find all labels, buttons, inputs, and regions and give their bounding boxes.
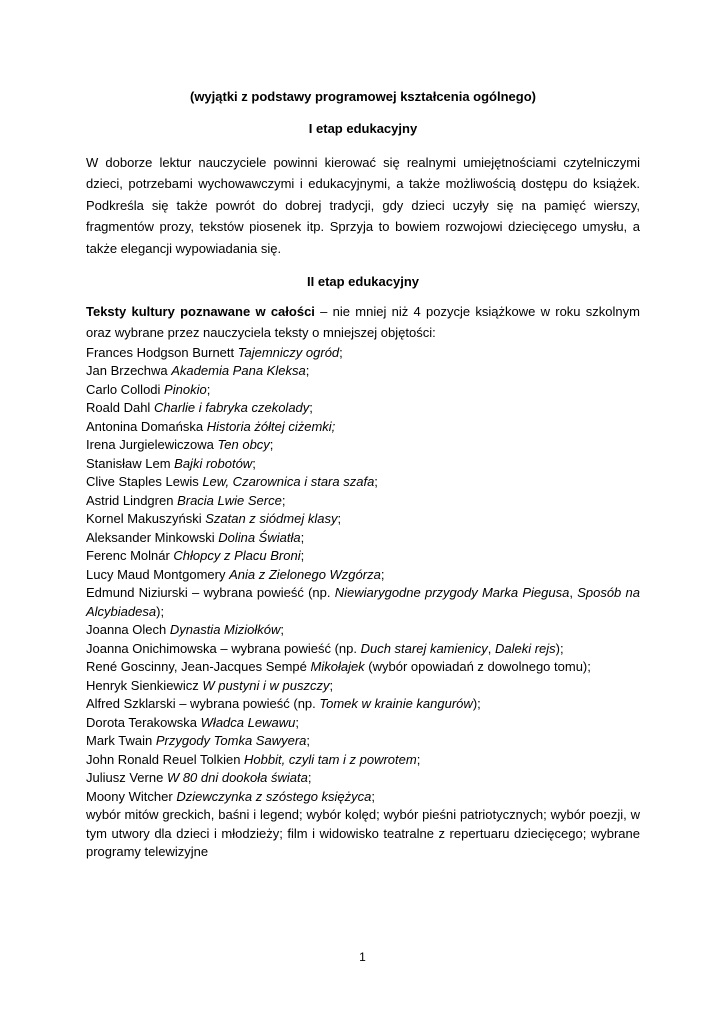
entry-title: Hobbit, czyli tam i z powrotem: [244, 751, 417, 767]
entry-author: Alfred Szklarski – wybrana powieść (np.: [86, 696, 320, 712]
intro-bold: Teksty kultury poznawane w całości: [86, 304, 315, 320]
entry-title: Historia żółtej ciżemki;: [206, 418, 336, 434]
entry-author: Henryk Sienkiewicz: [86, 677, 203, 693]
entry-tail: ;: [295, 714, 299, 730]
list-item: [86, 640, 640, 659]
stage1-heading: I etap edukacyjny: [308, 121, 418, 136]
entry-title: Przygody Tomka Sawyera: [155, 733, 307, 749]
document-page: [86, 78, 640, 862]
entry-author: Irena Jurgielewiczowa: [86, 437, 218, 453]
entry-title: Tajemniczy ogród: [237, 344, 340, 360]
entry-tail: ;: [339, 344, 343, 360]
entry-author: René Goscinny, Jean-Jacques Sempé: [86, 659, 311, 675]
stage1-paragraph: W doborze lektur nauczyciele powinni kierować się realnymi umiejętnościami czytelniczymi dzieci, potrzebami wychowawczymi i edukacyjnymi, a także możliwością dostępu do książek. Podkreśla się także powrót do dobrej tradycji, gdy dzieci uczyły się na pamięć wierszy, fragmentów prozy, tekstów piosenek itp. Sprzyja to bowiem rozwojowi dziecięcego umysłu, a także elegancji wypowiadania się.: [86, 155, 640, 256]
entry-author: Stanisław Lem: [86, 455, 175, 471]
list-item: [86, 584, 640, 621]
entry-tail: );: [555, 640, 564, 656]
entry-tail: ;: [206, 381, 211, 397]
stage2-body: [86, 301, 640, 862]
document-subtitle: (wyjątki z podstawy programowej kształcenia ogólnego): [189, 89, 536, 104]
entry-author: Dorota Terakowska: [86, 714, 201, 730]
entry-title: Dolina Światła: [218, 529, 301, 545]
entry-author: Roald Dahl: [86, 400, 154, 416]
entry-title: Charlie i fabryka czekolady: [153, 400, 310, 416]
list-item: [86, 418, 640, 437]
list-item: [86, 547, 640, 566]
list-item: [86, 492, 640, 511]
list-item: [86, 714, 640, 733]
entry-tail: ;: [280, 622, 285, 638]
entry-tail: ;: [252, 455, 256, 471]
entry-title2: Sposób na Alcybiadesa: [86, 585, 640, 619]
list-item: [86, 529, 640, 548]
list-item: [86, 788, 640, 807]
list-item: [86, 732, 640, 751]
closing-paragraph: wybór mitów greckich, baśni i legend; wybór kolęd; wybór pieśni patriotycznych; wybór poezji, w tym utwory dla dzieci i młodzieży; film i widowisko teatralne z repertuaru dziecięcego; wybrane programy telewizyjne: [86, 807, 640, 860]
entry-author: Frances Hodgson Burnett: [86, 344, 238, 360]
entry-title: Bajki robotów: [174, 455, 253, 471]
entry-author: Antonina Domańska: [86, 418, 207, 434]
entry-title: Lew, Czarownica i stara szafa: [202, 474, 375, 490]
intro-rest: – nie mniej niż 4 pozycje książkowe w roku szkolnym oraz wybrane przez nauczyciela teksty o mniejszej objętości:: [86, 304, 640, 341]
entry-title: W 80 dni dookoła świata: [166, 770, 308, 786]
entry-author: Clive Staples Lewis: [86, 474, 203, 490]
entry-author: Mark Twain: [86, 733, 156, 749]
entry-tail: ;: [300, 529, 305, 545]
list-item: [86, 436, 640, 455]
entry-author: Carlo Collodi: [86, 381, 165, 397]
entry-tail: ;: [380, 566, 385, 582]
entry-tail: ;: [374, 474, 378, 490]
entry-title: Ania z Zielonego Wzgórza: [229, 566, 381, 582]
entry-tail: ;: [371, 788, 376, 804]
list-item: [86, 566, 640, 585]
entry-author: Edmund Niziurski – wybrana powieść (np.: [86, 585, 335, 601]
entry-title: Ten obcy: [217, 437, 270, 453]
entry-tail: ;: [269, 437, 274, 453]
entry-title: Władca Lewawu: [200, 714, 296, 730]
list-item: [86, 473, 640, 492]
entry-author: Joanna Onichimowska – wybrana powieść (np.: [86, 640, 361, 656]
list-item: [86, 751, 640, 770]
reading-list: [86, 344, 640, 807]
list-item: [86, 344, 640, 363]
list-item: [86, 658, 640, 677]
list-item: [86, 695, 640, 714]
entry-tail: ;: [300, 548, 305, 564]
entry-title2: Daleki rejs: [494, 640, 556, 656]
entry-author: Joanna Olech: [86, 622, 170, 638]
list-item: [86, 362, 640, 381]
stage2-heading: II etap edukacyjny: [307, 274, 419, 290]
entry-author: John Ronald Reuel Tolkien: [86, 751, 245, 767]
list-item: [86, 510, 640, 529]
entry-title: Niewiarygodne przygody Marka Piegusa: [334, 585, 570, 601]
entry-tail: );: [156, 603, 165, 619]
entry-author: Kornel Makuszyński: [86, 511, 206, 527]
list-item: [86, 677, 640, 696]
entry-tail: ;: [307, 770, 312, 786]
entry-title: Chłopcy z Placu Broni: [173, 548, 301, 564]
entry-title: Akademia Pana Kleksa: [171, 363, 306, 379]
list-item: [86, 455, 640, 474]
list-item: [86, 621, 640, 640]
entry-mid: ,: [569, 585, 578, 601]
entry-author: Astrid Lindgren: [86, 492, 178, 508]
entry-tail: ;: [305, 363, 310, 379]
entry-author: Ferenc Molnár: [86, 548, 174, 564]
entry-tail: ;: [306, 733, 310, 749]
entry-author: Aleksander Minkowski: [86, 529, 219, 545]
entry-tail: );: [472, 696, 481, 712]
entry-author: Moony Witcher: [86, 788, 177, 804]
list-item: [86, 381, 640, 400]
entry-title: Dynastia Miziołków: [169, 622, 281, 638]
stage2-intro: [86, 301, 640, 344]
entry-title: W pustyni i w puszczy: [202, 677, 330, 693]
entry-tail: ;: [281, 492, 286, 508]
entry-tail: ;: [329, 677, 334, 693]
entry-mid: ,: [487, 640, 495, 656]
entry-title: Bracia Lwie Serce: [177, 492, 282, 508]
entry-tail: ;: [416, 751, 421, 767]
entry-author: Juliusz Verne: [86, 770, 167, 786]
entry-tail: ;: [309, 400, 313, 416]
entry-author: Jan Brzechwa: [86, 363, 172, 379]
entry-title: Duch starej kamienicy: [360, 640, 488, 656]
list-item: [86, 399, 640, 418]
page-number: 1: [359, 950, 366, 964]
entry-title: Mikołajek: [310, 659, 365, 675]
entry-title: Szatan z siódmej klasy: [205, 511, 338, 527]
entry-title: Dziewczynka z szóstego księżyca: [176, 788, 372, 804]
list-item: [86, 769, 640, 788]
entry-title: Pinokio: [164, 381, 207, 397]
entry-tail: ;: [337, 511, 342, 527]
entry-tail: (wybór opowiadań z dowolnego tomu);: [364, 659, 591, 675]
entry-title: Tomek w krainie kangurów: [319, 696, 473, 712]
entry-author: Lucy Maud Montgomery: [86, 566, 230, 582]
